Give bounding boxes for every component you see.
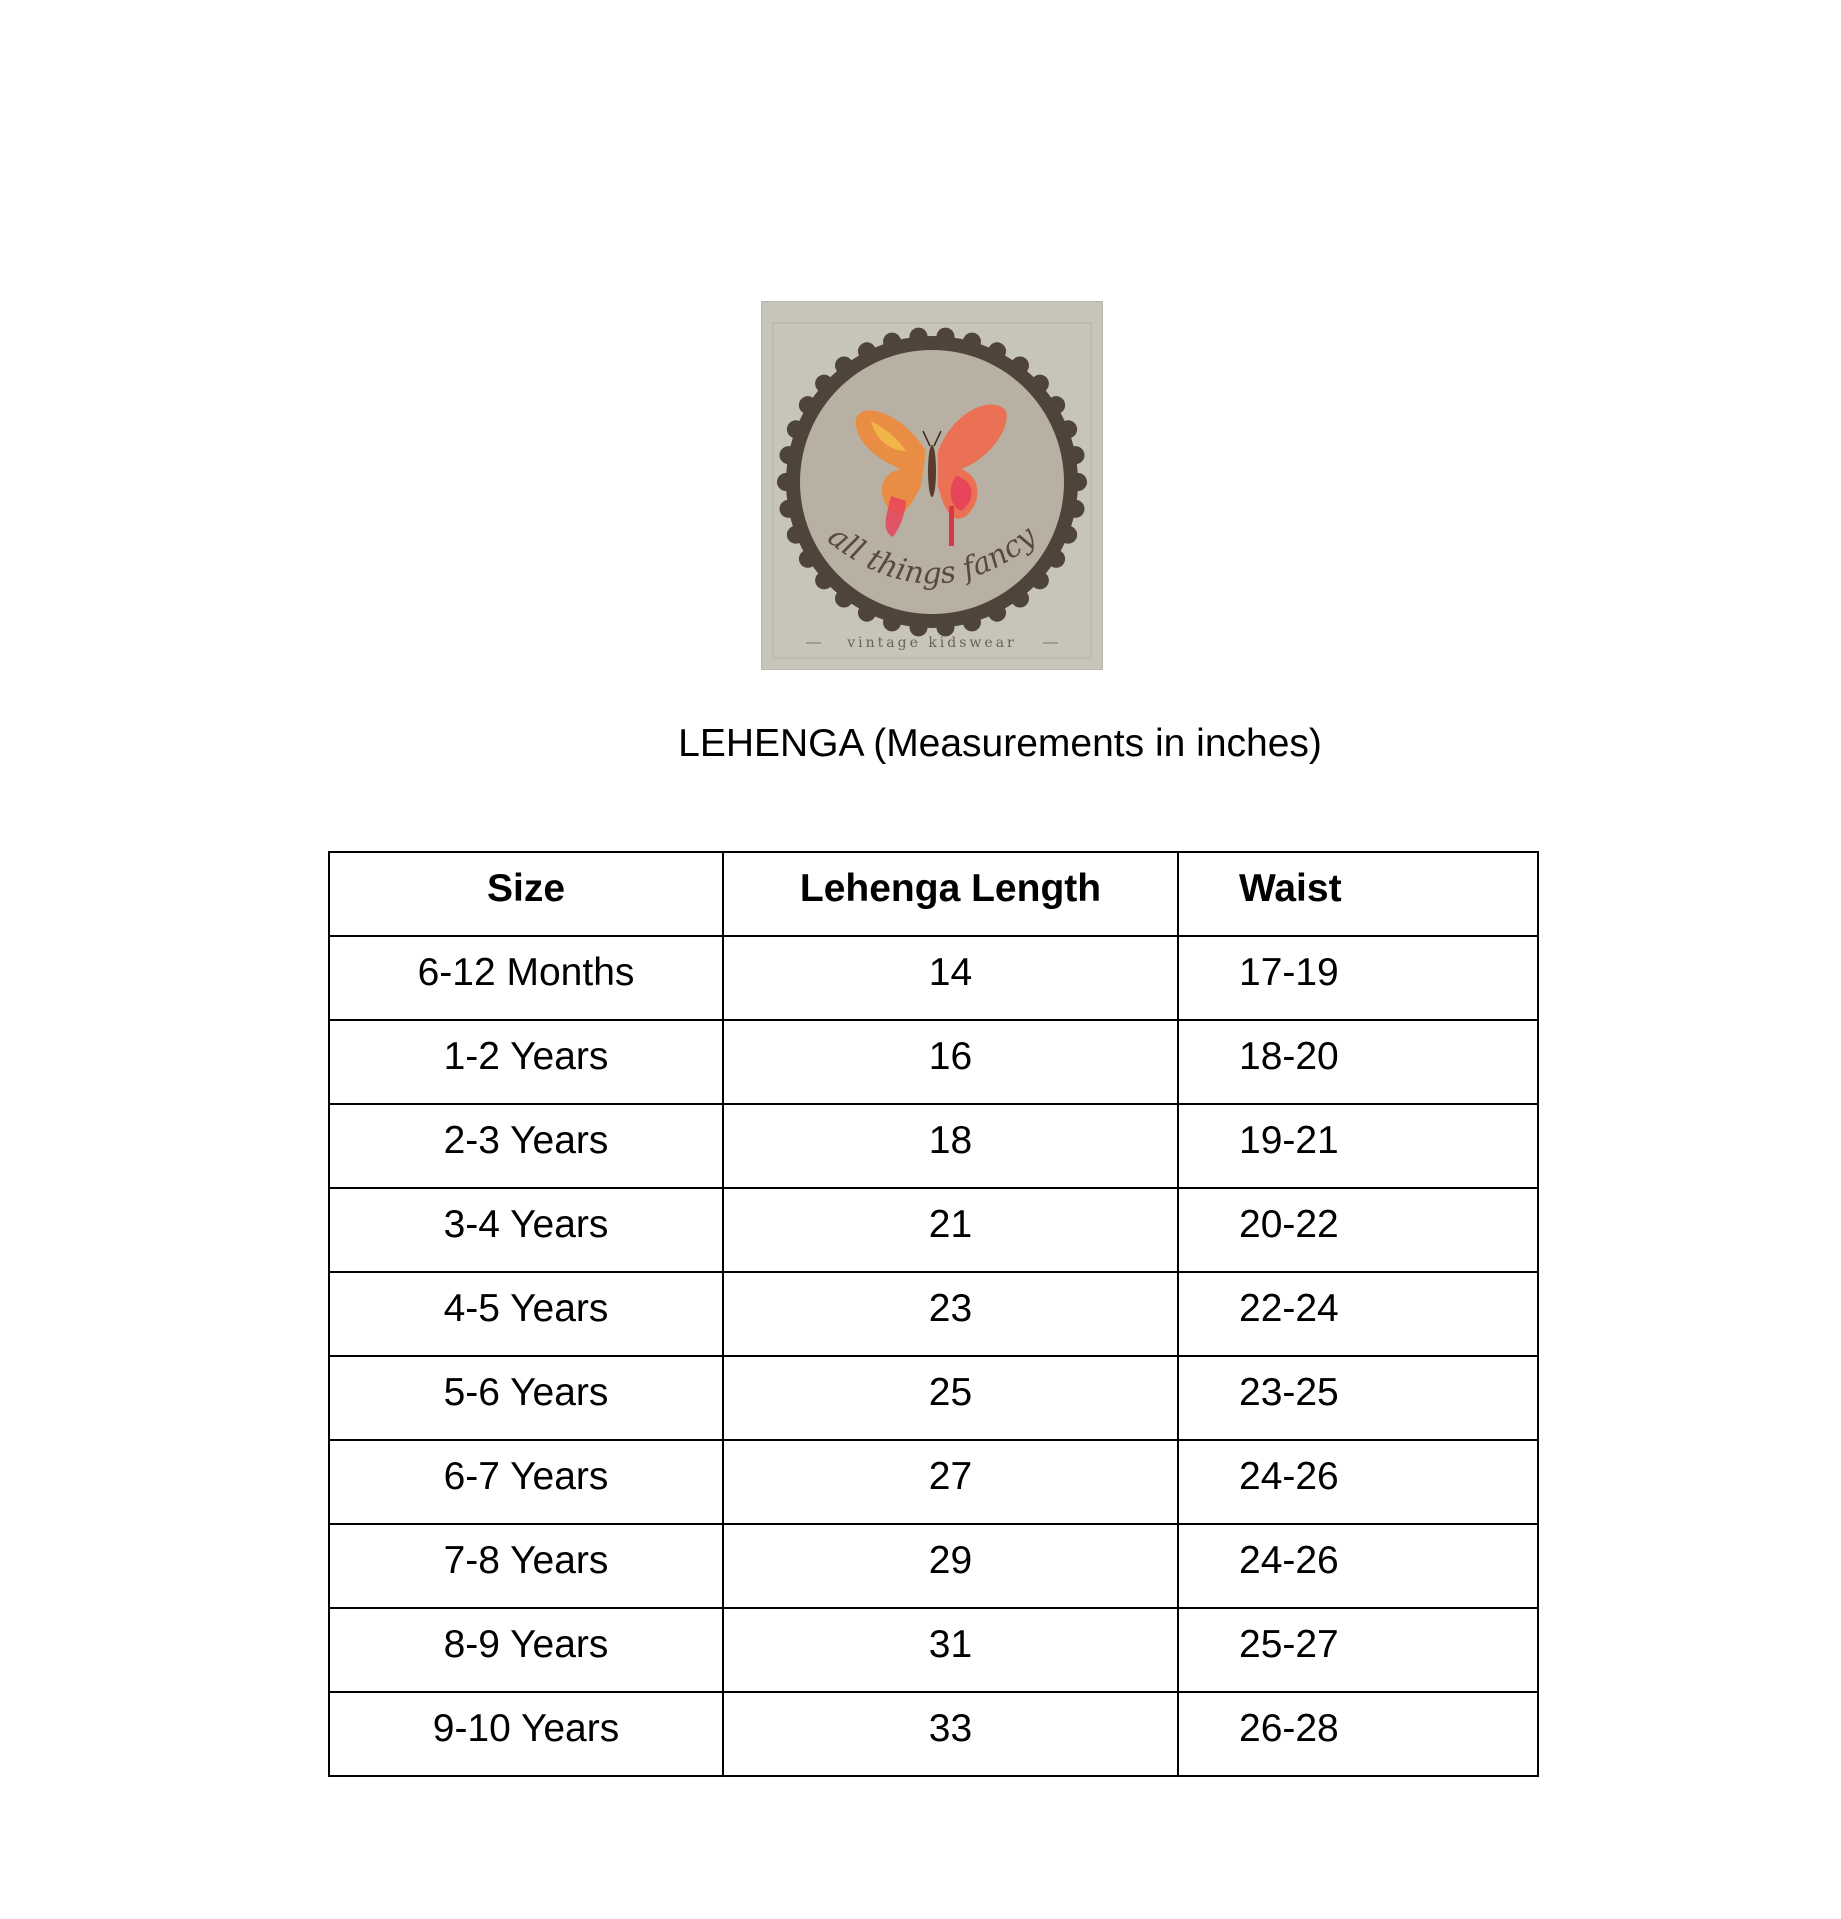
- brand-logo: [761, 301, 1103, 670]
- table-row: [329, 1524, 1538, 1608]
- table-row: [329, 1104, 1538, 1188]
- waist-cell: 19-21: [1178, 1104, 1538, 1188]
- length-cell: 21: [723, 1188, 1178, 1272]
- waist-cell: 22-24: [1178, 1272, 1538, 1356]
- size-cell: 3-4 Years: [329, 1188, 723, 1272]
- table-row: [329, 1440, 1538, 1524]
- waist-cell: 24-26: [1178, 1524, 1538, 1608]
- page-title: LEHENGA (Measurements in inches): [678, 722, 1322, 765]
- brand-tagline: vintage kidswear: [847, 635, 1017, 651]
- length-cell: 27: [723, 1440, 1178, 1524]
- table-row: [329, 1356, 1538, 1440]
- size-cell: 2-3 Years: [329, 1104, 723, 1188]
- size-cell: 5-6 Years: [329, 1356, 723, 1440]
- length-cell: 18: [723, 1104, 1178, 1188]
- length-cell: 31: [723, 1608, 1178, 1692]
- waist-cell: 17-19: [1178, 936, 1538, 1020]
- length-cell: 25: [723, 1356, 1178, 1440]
- size-cell: 6-7 Years: [329, 1440, 723, 1524]
- table-row: [329, 1692, 1538, 1776]
- table-row: [329, 936, 1538, 1020]
- length-cell: 14: [723, 936, 1178, 1020]
- header-waist: Waist: [1178, 852, 1538, 936]
- waist-cell: 23-25: [1178, 1356, 1538, 1440]
- table-row: [329, 1272, 1538, 1356]
- header-lehenga-length: Lehenga Length: [723, 852, 1178, 936]
- size-cell: 9-10 Years: [329, 1692, 723, 1776]
- size-chart-table: [328, 851, 1539, 1777]
- waist-cell: 20-22: [1178, 1188, 1538, 1272]
- size-cell: 8-9 Years: [329, 1608, 723, 1692]
- size-cell: 7-8 Years: [329, 1524, 723, 1608]
- size-cell: 1-2 Years: [329, 1020, 723, 1104]
- size-cell: 6-12 Months: [329, 936, 723, 1020]
- header-size: Size: [329, 852, 723, 936]
- waist-cell: 26-28: [1178, 1692, 1538, 1776]
- length-cell: 33: [723, 1692, 1178, 1776]
- table-header-row: [329, 852, 1538, 936]
- table-row: [329, 1608, 1538, 1692]
- brand-name-text: all things fancy: [821, 518, 1043, 592]
- length-cell: 29: [723, 1524, 1178, 1608]
- length-cell: 16: [723, 1020, 1178, 1104]
- waist-cell: 24-26: [1178, 1440, 1538, 1524]
- waist-cell: 25-27: [1178, 1608, 1538, 1692]
- waist-cell: 18-20: [1178, 1020, 1538, 1104]
- size-cell: 4-5 Years: [329, 1272, 723, 1356]
- table-row: [329, 1020, 1538, 1104]
- table-row: [329, 1188, 1538, 1272]
- length-cell: 23: [723, 1272, 1178, 1356]
